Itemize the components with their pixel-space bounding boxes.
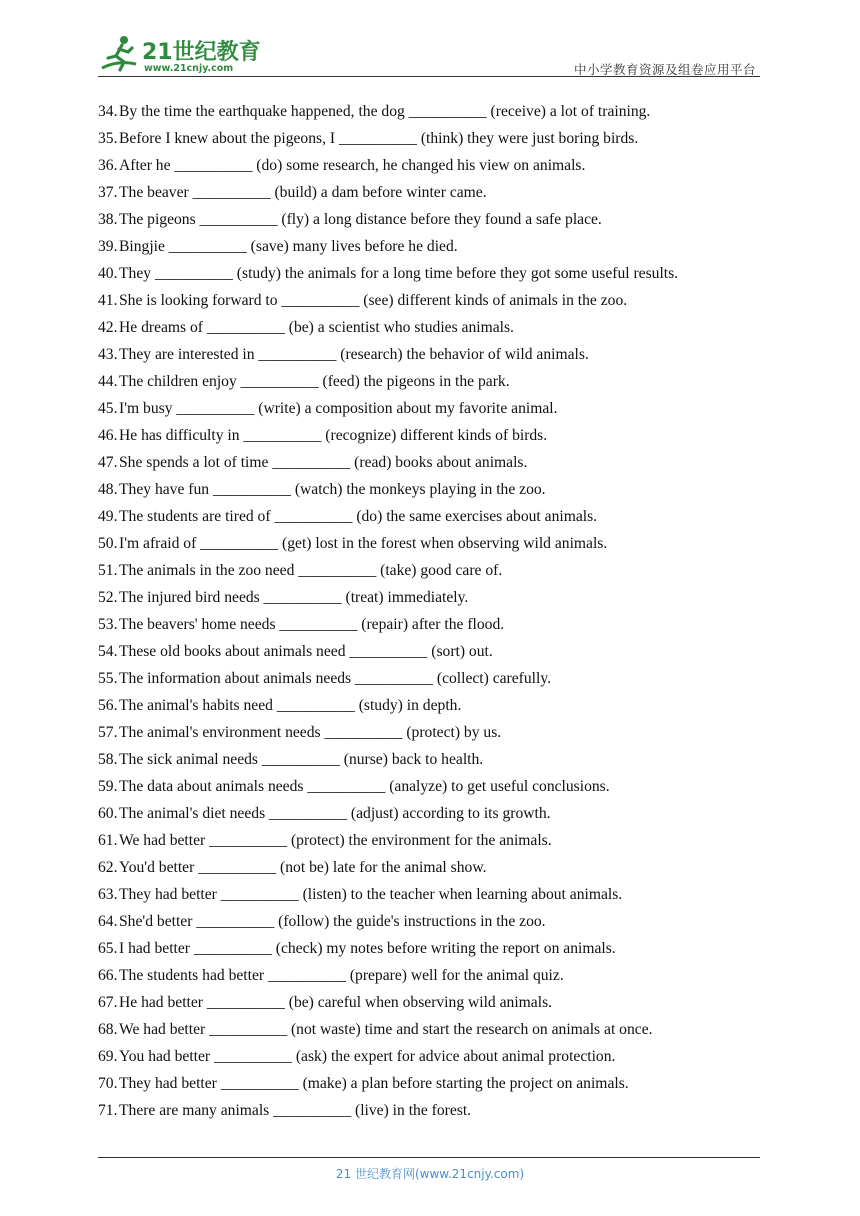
- question-number: 60.: [98, 805, 118, 822]
- question-item: [98, 208, 778, 235]
- question-number: 68.: [98, 1021, 118, 1038]
- question-item: [98, 667, 778, 694]
- question-number: 42.: [98, 319, 118, 336]
- question-text: The students had better __________ (prepare) well for the animal quiz.: [119, 967, 564, 984]
- question-text: You'd better __________ (not be) late for the animal show.: [119, 859, 487, 876]
- question-number: 63.: [98, 886, 118, 903]
- question-number: 40.: [98, 265, 118, 282]
- question-item: [98, 964, 778, 991]
- question-number: 47.: [98, 454, 118, 471]
- question-item: [98, 829, 778, 856]
- question-number: 61.: [98, 832, 118, 849]
- question-item: [98, 586, 778, 613]
- question-number: 56.: [98, 697, 118, 714]
- question-number: 35.: [98, 130, 118, 147]
- question-text: He had better __________ (be) careful when observing wild animals.: [119, 994, 553, 1011]
- question-text: They __________ (study) the animals for a long time before they got some useful results.: [119, 265, 679, 282]
- question-number: 46.: [98, 427, 118, 444]
- footer-divider: [98, 1157, 760, 1158]
- question-text: We had better __________ (not waste) time and start the research on animals at once.: [119, 1021, 653, 1038]
- question-item: [98, 775, 778, 802]
- question-text: I had better __________ (check) my notes before writing the report on animals.: [119, 940, 616, 957]
- question-text: You had better __________ (ask) the expert for advice about animal protection.: [119, 1048, 616, 1065]
- question-text: There are many animals __________ (live) in the forest.: [119, 1102, 472, 1119]
- question-number: 62.: [98, 859, 118, 876]
- footer-text: 21 世纪教育网(www.21cnjy.com): [335, 1167, 525, 1181]
- question-text: The students are tired of __________ (do) the same exercises about animals.: [119, 508, 598, 525]
- question-text: The animal's habits need __________ (study) in depth.: [119, 697, 462, 714]
- question-text: The data about animals needs __________ (analyze) to get useful conclusions.: [119, 778, 610, 795]
- question-number: 58.: [98, 751, 118, 768]
- platform-title: 中小学教育资源及组卷应用平台: [573, 62, 756, 77]
- question-item: [98, 1099, 778, 1126]
- question-text: The information about animals needs __________ (collect) carefully.: [119, 670, 552, 687]
- logo-url: www.21cnjy.com: [144, 63, 234, 74]
- question-number: 67.: [98, 994, 118, 1011]
- question-text: He dreams of __________ (be) a scientist who studies animals.: [119, 319, 514, 336]
- logo-text: 21世纪教育: [142, 40, 261, 65]
- question-text: The animal's diet needs __________ (adjust) according to its growth.: [119, 805, 551, 822]
- question-item: [98, 262, 778, 289]
- question-text: I'm busy __________ (write) a composition about my favorite animal.: [119, 400, 558, 417]
- question-item: [98, 748, 778, 775]
- question-item: [98, 640, 778, 667]
- question-item: [98, 910, 778, 937]
- logo-icon: [98, 34, 268, 76]
- question-text: She spends a lot of time __________ (read) books about animals.: [119, 454, 528, 471]
- question-text: We had better __________ (protect) the environment for the animals.: [119, 832, 552, 849]
- question-number: 66.: [98, 967, 118, 984]
- question-text: These old books about animals need __________ (sort) out.: [119, 643, 493, 660]
- question-item: [98, 478, 778, 505]
- question-number: 52.: [98, 589, 118, 606]
- question-number: 45.: [98, 400, 118, 417]
- question-item: [98, 154, 778, 181]
- question-number: 71.: [98, 1102, 118, 1119]
- question-list: [98, 100, 778, 1126]
- question-number: 43.: [98, 346, 118, 363]
- question-item: [98, 613, 778, 640]
- question-text: They are interested in __________ (research) the behavior of wild animals.: [119, 346, 589, 363]
- question-text: The beavers' home needs __________ (repair) after the flood.: [119, 616, 505, 633]
- question-item: [98, 937, 778, 964]
- question-item: [98, 181, 778, 208]
- question-text: She is looking forward to __________ (see) different kinds of animals in the zoo.: [119, 292, 628, 309]
- question-item: [98, 451, 778, 478]
- question-number: 53.: [98, 616, 118, 633]
- question-text: The beaver __________ (build) a dam before winter came.: [119, 184, 487, 201]
- question-item: [98, 235, 778, 262]
- question-item: [98, 289, 778, 316]
- question-item: [98, 343, 778, 370]
- question-number: 34.: [98, 103, 118, 120]
- page-header: [98, 30, 760, 78]
- question-number: 69.: [98, 1048, 118, 1065]
- question-text: By the time the earthquake happened, the dog __________ (receive) a lot of training.: [119, 103, 651, 120]
- question-text: He has difficulty in __________ (recognize) different kinds of birds.: [119, 427, 548, 444]
- question-number: 51.: [98, 562, 118, 579]
- question-text: After he __________ (do) some research, he changed his view on animals.: [119, 157, 586, 174]
- question-text: Bingjie __________ (save) many lives before he died.: [119, 238, 458, 255]
- question-item: [98, 991, 778, 1018]
- question-item: [98, 1018, 778, 1045]
- question-text: They had better __________ (make) a plan before starting the project on animals.: [119, 1075, 629, 1092]
- question-item: [98, 532, 778, 559]
- question-text: The children enjoy __________ (feed) the pigeons in the park.: [119, 373, 510, 390]
- question-number: 37.: [98, 184, 118, 201]
- question-number: 44.: [98, 373, 118, 390]
- question-item: [98, 100, 778, 127]
- question-item: [98, 316, 778, 343]
- header-divider: [98, 76, 760, 77]
- question-text: She'd better __________ (follow) the guide's instructions in the zoo.: [119, 913, 546, 930]
- question-number: 49.: [98, 508, 118, 525]
- question-item: [98, 1072, 778, 1099]
- question-number: 70.: [98, 1075, 118, 1092]
- question-text: They had better __________ (listen) to the teacher when learning about animals.: [119, 886, 623, 903]
- question-text: The animals in the zoo need __________ (take) good care of.: [119, 562, 503, 579]
- question-item: [98, 559, 778, 586]
- question-number: 50.: [98, 535, 118, 552]
- question-item: [98, 1045, 778, 1072]
- question-text: The injured bird needs __________ (treat) immediately.: [119, 589, 469, 606]
- question-text: I'm afraid of __________ (get) lost in the forest when observing wild animals.: [119, 535, 608, 552]
- question-item: [98, 802, 778, 829]
- question-text: Before I knew about the pigeons, I __________ (think) they were just boring birds.: [119, 130, 639, 147]
- question-number: 39.: [98, 238, 118, 255]
- question-item: [98, 721, 778, 748]
- question-number: 41.: [98, 292, 118, 309]
- question-text: The pigeons __________ (fly) a long distance before they found a safe place.: [119, 211, 602, 228]
- question-number: 36.: [98, 157, 118, 174]
- question-number: 48.: [98, 481, 118, 498]
- question-number: 59.: [98, 778, 118, 795]
- question-number: 54.: [98, 643, 118, 660]
- question-text: They have fun __________ (watch) the monkeys playing in the zoo.: [119, 481, 546, 498]
- question-item: [98, 424, 778, 451]
- question-number: 65.: [98, 940, 118, 957]
- question-number: 38.: [98, 211, 118, 228]
- question-number: 55.: [98, 670, 118, 687]
- question-item: [98, 505, 778, 532]
- question-item: [98, 883, 778, 910]
- question-text: The sick animal needs __________ (nurse) back to health.: [119, 751, 484, 768]
- question-item: [98, 397, 778, 424]
- question-item: [98, 694, 778, 721]
- question-item: [98, 856, 778, 883]
- question-item: [98, 370, 778, 397]
- question-number: 57.: [98, 724, 118, 741]
- question-number: 64.: [98, 913, 118, 930]
- question-item: [98, 127, 778, 154]
- question-text: The animal's environment needs __________ (protect) by us.: [119, 724, 502, 741]
